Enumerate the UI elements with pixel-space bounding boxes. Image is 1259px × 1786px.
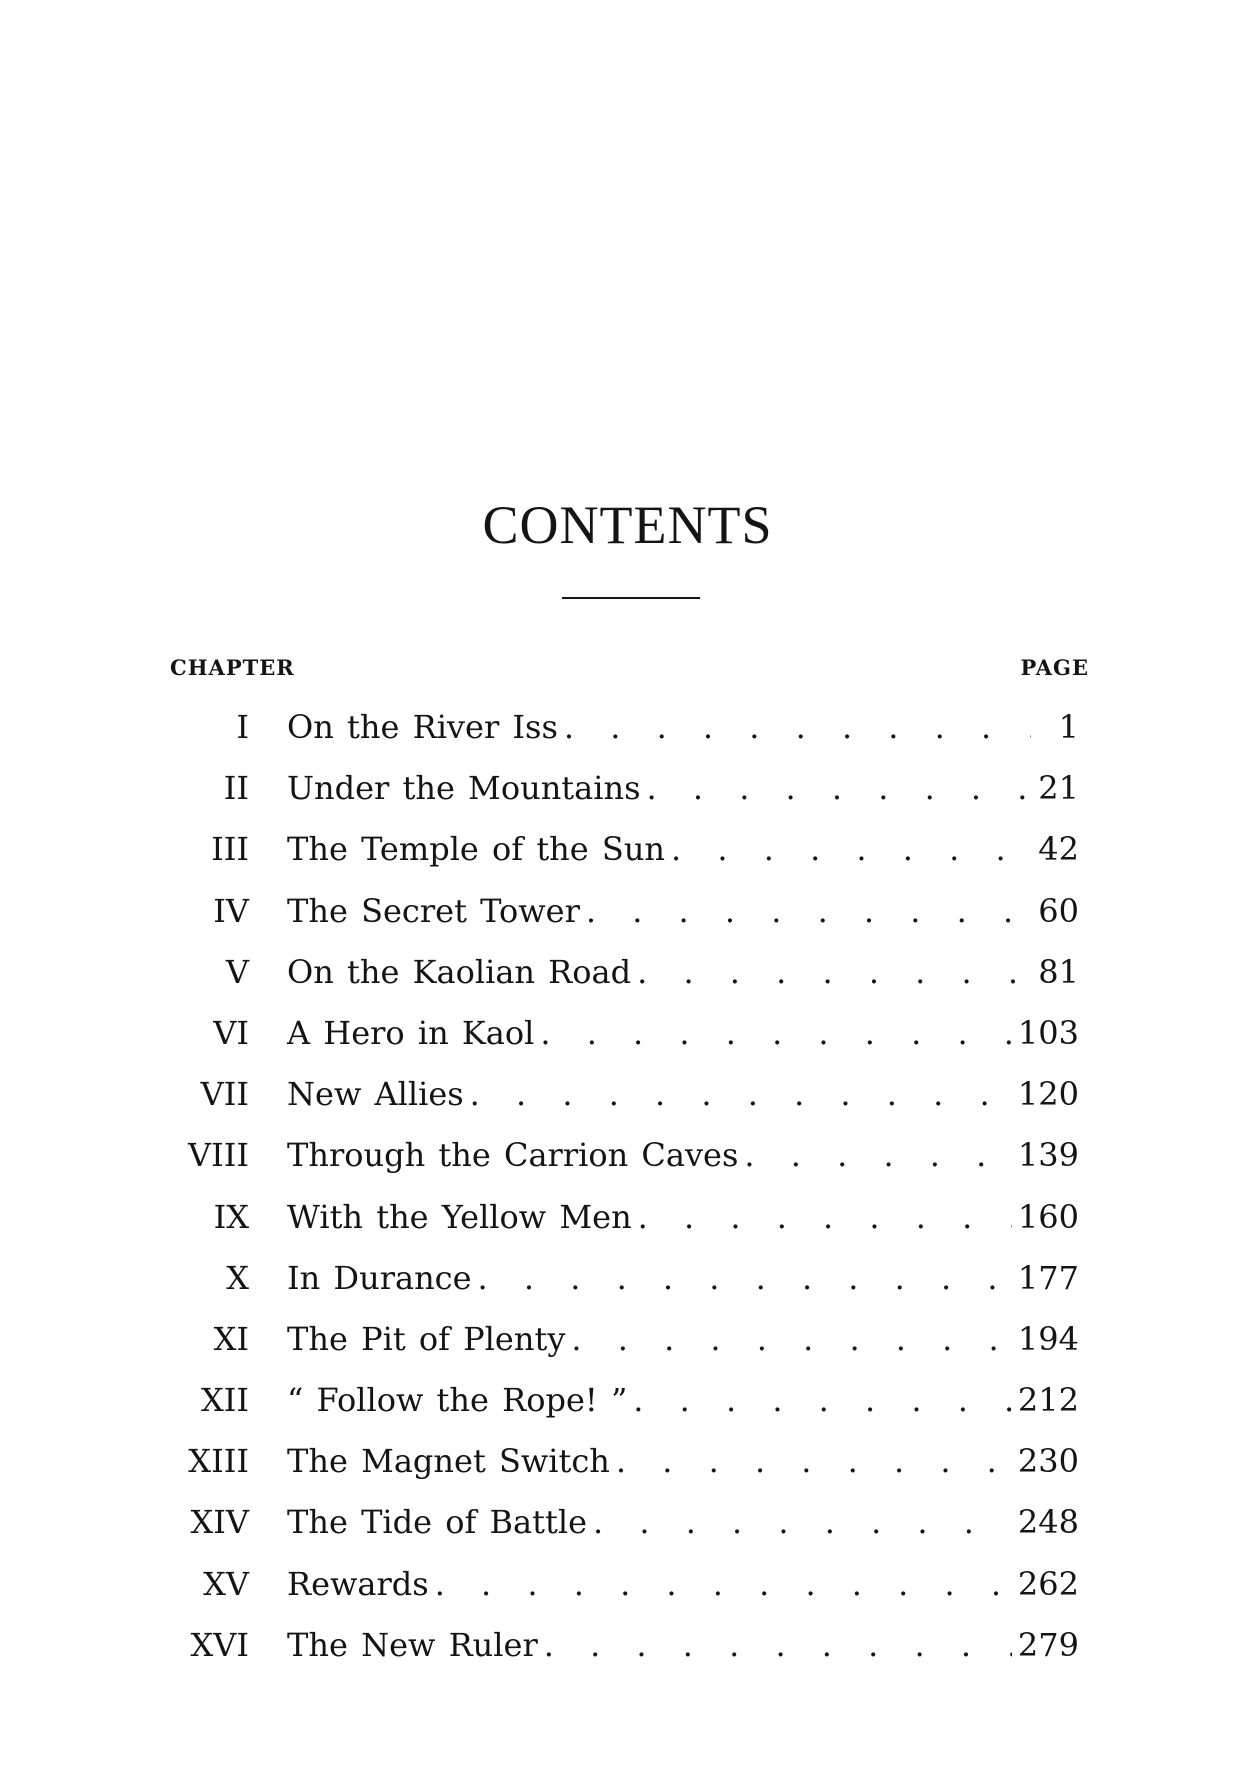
chapter-title: Through the Carrion Caves: [287, 1136, 739, 1175]
toc-entry: [0, 697, 1259, 758]
dot-leader: [571, 1309, 1031, 1370]
toc-entry: [0, 1003, 1259, 1064]
chapter-title: The New Ruler: [287, 1625, 538, 1664]
page-number: 279: [1012, 1615, 1079, 1676]
chapter-title: Under the Mountains: [287, 769, 641, 808]
page-number: 120: [1012, 1064, 1079, 1125]
toc-entry: [0, 1125, 1259, 1186]
chapter-entry: [287, 1431, 1031, 1492]
chapter-numeral: I: [236, 708, 249, 746]
title-divider: [562, 597, 700, 599]
chapter-entry: [287, 697, 1031, 758]
page-number: 21: [1032, 758, 1079, 819]
chapter-title: A Hero in Kaol: [287, 1013, 535, 1052]
page-number: 194: [1012, 1309, 1079, 1370]
chapter-entry: [287, 942, 1031, 1003]
chapter-numeral: VIII: [187, 1136, 249, 1175]
dot-leader: [633, 1370, 1031, 1431]
chapter-title: New Allies: [287, 1075, 464, 1114]
chapter-numeral: XII: [200, 1381, 249, 1420]
toc-entry: [0, 1248, 1259, 1309]
page-number: 1: [1053, 697, 1079, 758]
chapter-entry: [287, 1064, 1031, 1125]
dot-leader: [435, 1554, 1031, 1615]
dot-leader: [586, 881, 1031, 942]
chapter-title: The Pit of Plenty: [287, 1319, 566, 1358]
page-number: 42: [1032, 819, 1079, 880]
chapter-numeral: XIII: [188, 1442, 249, 1481]
toc-entry: [0, 819, 1259, 880]
chapter-entry: [287, 758, 1031, 819]
chapter-title: The Temple of the Sun: [287, 830, 666, 869]
chapter-numeral: XV: [203, 1564, 249, 1603]
chapter-title: “ Follow the Rope! ”: [287, 1381, 628, 1420]
toc-entry: [0, 1554, 1259, 1615]
page-title: CONTENTS: [482, 495, 773, 555]
chapter-title: The Magnet Switch: [287, 1442, 610, 1481]
chapter-title: On the Kaolian Road: [287, 952, 632, 991]
table-of-contents: [0, 697, 1259, 1676]
chapter-numeral: V: [225, 952, 249, 991]
chapter-numeral: XVI: [190, 1625, 249, 1664]
dot-leader: [540, 1003, 1031, 1064]
page-number: 248: [1012, 1492, 1079, 1553]
dot-leader: [564, 697, 1031, 758]
page-number: 262: [1012, 1554, 1079, 1615]
toc-entry: [0, 1615, 1259, 1676]
chapter-entry: [287, 1492, 1031, 1553]
page-number: 212: [1012, 1370, 1079, 1431]
page-number: 177: [1012, 1248, 1079, 1309]
chapter-entry: [287, 881, 1031, 942]
chapter-entry: [287, 1187, 1031, 1248]
toc-entry: [0, 758, 1259, 819]
dot-leader: [544, 1615, 1031, 1676]
chapter-entry: [287, 1554, 1031, 1615]
page-number: 230: [1012, 1431, 1079, 1492]
chapter-entry: [287, 1125, 1031, 1186]
chapter-numeral: II: [223, 769, 249, 808]
toc-entry: [0, 942, 1259, 1003]
chapter-numeral: III: [211, 830, 249, 869]
chapter-numeral: IV: [213, 891, 249, 930]
chapter-title: The Tide of Battle: [287, 1503, 587, 1542]
chapter-title: The Secret Tower: [287, 891, 580, 930]
dot-leader: [647, 758, 1032, 819]
chapter-column-header: CHAPTER: [170, 655, 295, 680]
dot-leader: [671, 819, 1031, 880]
page-number: 103: [1012, 1003, 1079, 1064]
toc-entry: [0, 1064, 1259, 1125]
toc-entry: [0, 1370, 1259, 1431]
page-number: 81: [1032, 942, 1079, 1003]
dot-leader: [478, 1248, 1031, 1309]
chapter-title: With the Yellow Men: [287, 1197, 632, 1236]
chapter-numeral: XIV: [190, 1503, 249, 1542]
chapter-numeral: IX: [213, 1197, 249, 1236]
page-number: 160: [1012, 1187, 1079, 1248]
dot-leader: [470, 1064, 1031, 1125]
page-number: 139: [1012, 1125, 1079, 1186]
chapter-entry: [287, 1248, 1031, 1309]
page-number: 60: [1032, 881, 1079, 942]
chapter-title: In Durance: [287, 1258, 472, 1297]
chapter-numeral: VII: [200, 1075, 249, 1114]
dot-leader: [593, 1492, 1031, 1553]
chapter-entry: [287, 1615, 1031, 1676]
dot-leader: [638, 1187, 1031, 1248]
dot-leader: [744, 1125, 1031, 1186]
chapter-numeral: VI: [213, 1013, 249, 1052]
chapter-numeral: XI: [213, 1319, 249, 1358]
dot-leader: [616, 1431, 1031, 1492]
toc-entry: [0, 1187, 1259, 1248]
page-column-header: PAGE: [1020, 655, 1089, 680]
toc-entry: [0, 881, 1259, 942]
dot-leader: [637, 942, 1031, 1003]
chapter-entry: [287, 819, 1031, 880]
chapter-entry: [287, 1370, 1031, 1431]
chapter-title: Rewards: [287, 1564, 429, 1603]
toc-entry: [0, 1492, 1259, 1553]
chapter-entry: [287, 1309, 1031, 1370]
chapter-entry: [287, 1003, 1031, 1064]
chapter-title: On the River Iss: [287, 708, 558, 746]
toc-entry: [0, 1431, 1259, 1492]
toc-entry: [0, 1309, 1259, 1370]
chapter-numeral: X: [226, 1258, 249, 1297]
